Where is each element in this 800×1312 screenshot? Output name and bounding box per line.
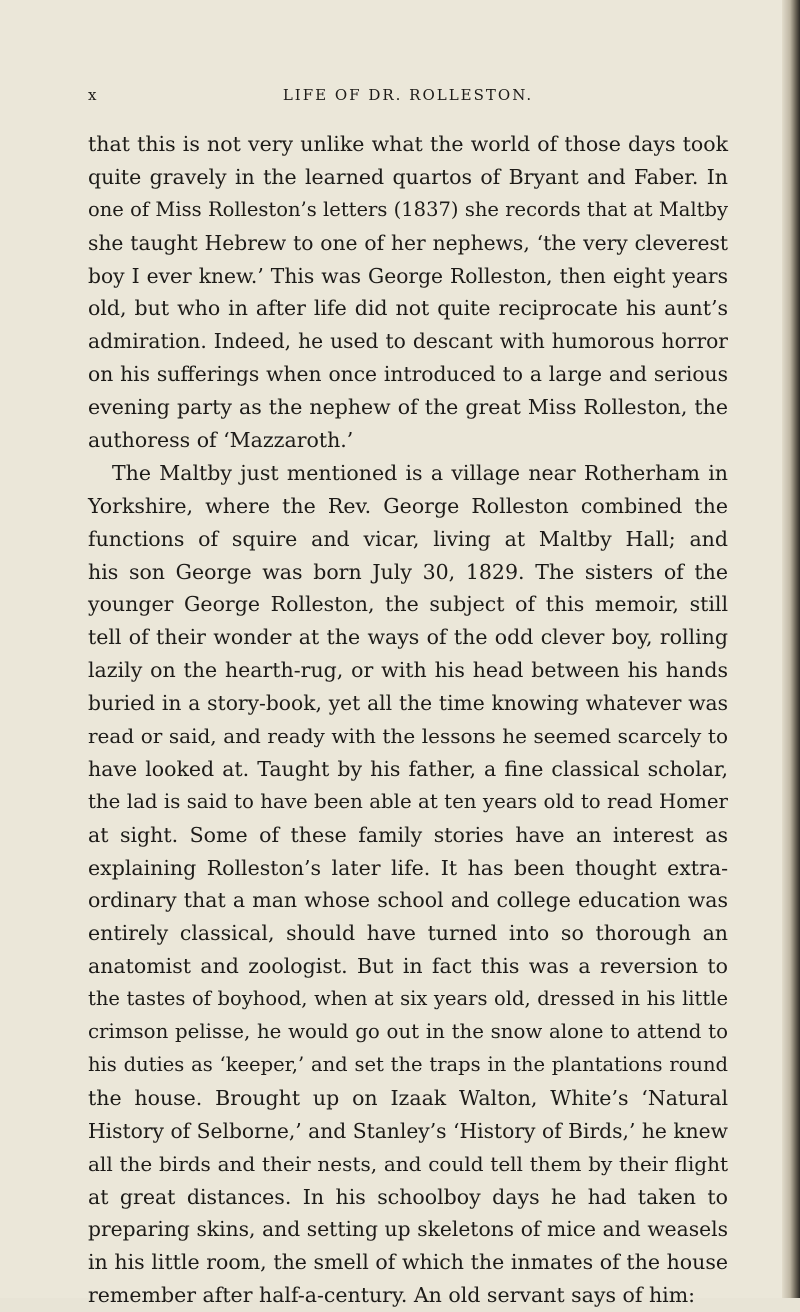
text-line: have looked at. Taught by his father, a fine classical scholar,: [88, 756, 728, 781]
text-line: old, but who in after life did not quite reciprocate his aunt’s: [88, 296, 728, 321]
text-line: all the birds and their nests, and could tell them by their flight: [88, 1151, 728, 1176]
text-line: at sight. Some of these family stories have an interest as: [88, 822, 728, 847]
text-line: authoress of ‘Mazzaroth.’: [88, 428, 354, 453]
text-line: functions of squire and vicar, living at Maltby Hall; and: [88, 526, 728, 551]
text-line: preparing skins, and setting up skeletons of mice and weasels: [88, 1217, 728, 1242]
text-line: History of Selborne,’ and Stanley’s ‘History of Birds,’ he knew: [88, 1118, 728, 1143]
text-line: remember after half-a-century. An old servant says of him:: [88, 1283, 696, 1308]
text-line: tell of their wonder at the ways of the odd clever boy, rolling: [88, 625, 728, 650]
text-line: evening party as the nephew of the great Miss Rolleston, the: [88, 395, 728, 420]
text-line: ordinary that a man whose school and college education was: [88, 888, 728, 913]
text-line: his son George was born July 30, 1829. The sisters of the: [88, 559, 728, 584]
text-line: the lad is said to have been able at ten years old to read Homer: [88, 789, 728, 813]
text-line: that this is not very unlike what the world of those days took: [88, 132, 728, 156]
text-line: explaining Rolleston’s later life. It has been thought extra-: [88, 855, 728, 880]
page-header: [88, 86, 728, 110]
running-head: LIFE OF DR. ROLLESTON.: [282, 86, 534, 104]
text-line: Yorkshire, where the Rev. George Rolleston combined the: [88, 493, 728, 518]
paragraph-start-line: The Maltby just mentioned is a village near Rotherham in: [112, 460, 728, 485]
text-line: the house. Brought up on Izaak Walton, White’s ‘Natural: [88, 1085, 728, 1110]
text-line: lazily on the hearth-rug, or with his head between his hands: [88, 658, 728, 683]
text-line: the tastes of boyhood, when at six years old, dressed in his little: [88, 987, 728, 1011]
text-line: younger George Rolleston, the subject of this memoir, still: [88, 592, 728, 617]
text-line: one of Miss Rolleston’s letters (1837) she records that at Maltby: [88, 197, 728, 221]
text-line: anatomist and zoologist. But in fact this was a reversion to: [88, 954, 728, 979]
body-text: [88, 128, 728, 1312]
text-line: buried in a story-book, yet all the time knowing whatever was: [88, 691, 728, 716]
text-line: crimson pelisse, he would go out in the snow alone to attend to: [88, 1020, 728, 1044]
text-line: in his little room, the smell of which the inmates of the house: [88, 1250, 728, 1275]
text-line: quite gravely in the learned quartos of Bryant and Faber. In: [88, 164, 728, 189]
text-line: read or said, and ready with the lessons he seemed scarcely to: [88, 724, 728, 749]
text-line: she taught Hebrew to one of her nephews, ‘the very cleverest: [88, 230, 728, 255]
text-line: his duties as ‘keeper,’ and set the traps in the plantations round: [88, 1052, 728, 1076]
text-line: admiration. Indeed, he used to descant with humorous horror: [88, 329, 728, 354]
text-line: entirely classical, should have turned into so thorough an: [88, 921, 728, 946]
text-line: on his sufferings when once introduced to a large and serious: [88, 362, 728, 387]
text-line: boy I ever knew.’ This was George Rolleston, then eight years: [88, 263, 728, 288]
text-line: at great distances. In his schoolboy days he had taken to: [88, 1184, 728, 1209]
page-number: x: [88, 86, 98, 104]
page-edge-shadow: [782, 0, 800, 1298]
